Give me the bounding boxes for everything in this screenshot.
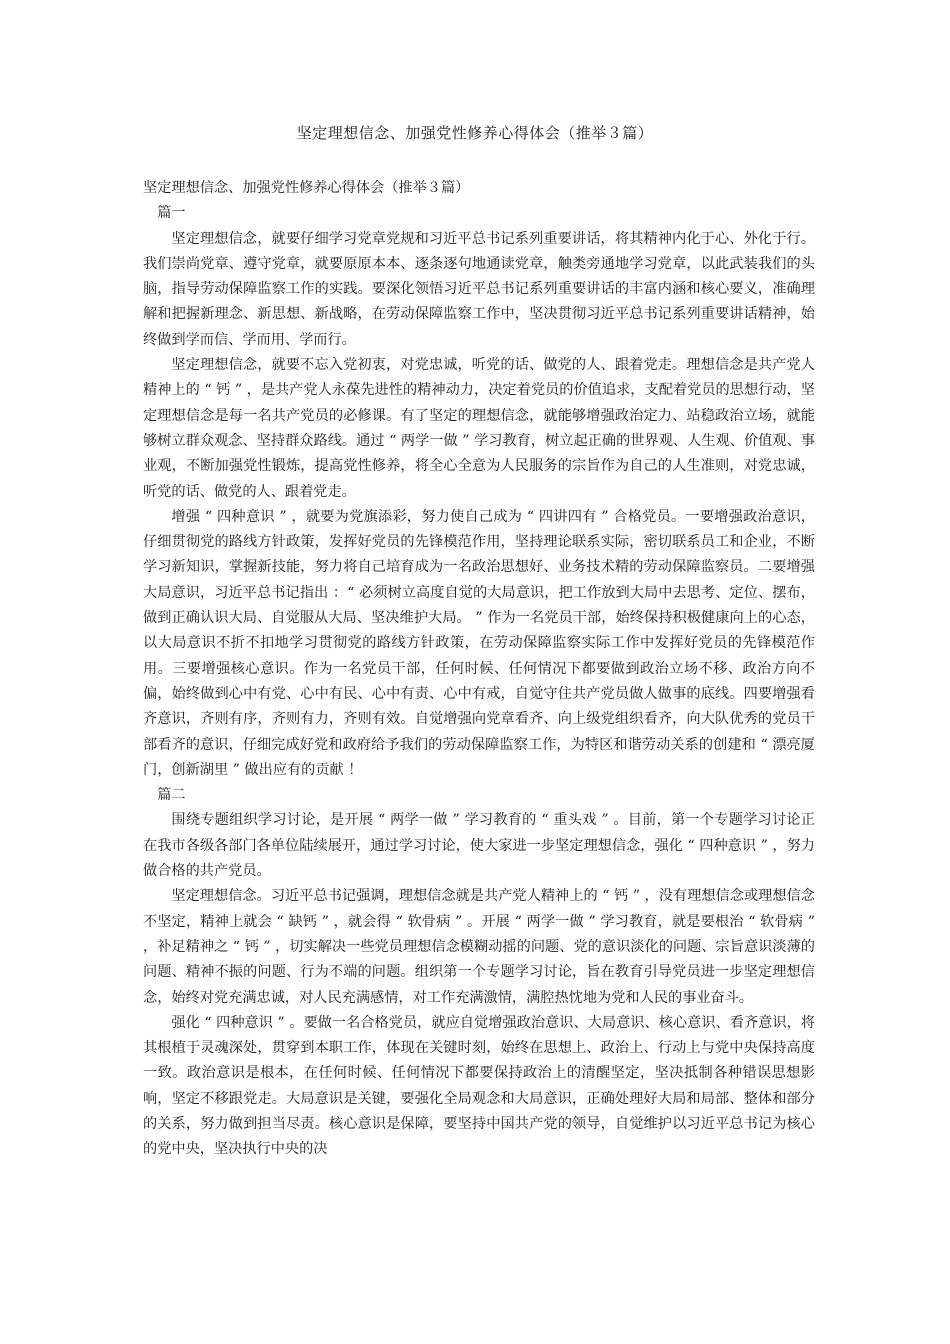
document-subtitle: 坚定理想信念、加强党性修养心得体会（推举３篇） bbox=[143, 180, 470, 196]
paragraph: 增强 “ 四种意识 ” ，就要为党旗添彩，努力使自己成为 “ 四讲四有 ” 合格党员。一要增强政治意识，仔细贯彻党的路线方针政策，发挥好党员的先锋模范作用，坚持理论联系实际，密切联系员工和企业，不断学习新知识，掌握新技能，努力将自己培育成为一名政治思想好、业务技术精的劳动保障监察员。二要增强大局意识，习近平总书记指出 ：“ 必须树立高度自觉的大局意识，把工作放到大局中去思考、定位、摆布，做到正确认识大局、自觉服从大局、坚决维护大局。 ” 作为一名党员干部，始终保持积极健康向上的心态，以大局意识不折不扣地学习贯彻党的路线方针政策，在劳动保障监察实际工作中发挥好党员的先锋模范作用。三要增强核心意识。作为一名党员干部，任何时候、任何情况下都要做到政治立场不移、政治方向不偏，始终做到心中有党、心中有民、心中有责、心中有戒，自觉守住共产党员做人做事的底线。四要增强看齐意识，齐则有序，齐则有力，齐则有效。自觉增强向党章看齐、向上级党组织看齐，向大队优秀的党员干部看齐的意识，仔细完成好党和政府给予我们的劳动保障监察工作，为特区和谐劳动关系的创建和 “ 漂亮厦门，创新湖里 ” 做出应有的贡献 ！ bbox=[143, 508, 815, 778]
paragraph: 坚定理想信念，就要仔细学习党章党规和习近平总书记系列重要讲话，将其精神内化于心、外化于行。我们崇尚党章、遵守党章，就要原原本本、逐条逐句地通读党章，触类旁通地学习党章，以此武装我们的头脑，指导劳动保障监察工作的实践。要深化领悟习近平总书记系列重要讲话的丰富内涵和核心要义，准确理解和把握新理念、新思想、新战略，在劳动保障监察工作中，坚决贯彻习近平总书记系列重要讲话精神，始终做到学而信、学而用、学而行。 bbox=[143, 230, 815, 348]
paragraph: 坚定理想信念。习近平总书记强调，理想信念就是共产党人精神上的 “ 钙 ” ，没有理想信念或理想信念不坚定，精神上就会 “ 缺钙 ” ，就会得 “ 软骨病 ” 。开展 “ 两学一做 ” 学习教育，就是要根治 “ 软骨病 ” ，补足精神之 “ 钙 ” ，切实解决一些党员理想信念模糊动摇的问题、党的意识淡化的问题、宗旨意识淡薄的问题、精神不振的问题、行为不端的问题。组织第一个专题学习讨论，旨在教育引导党员进一步坚定理想信念，始终对党充满忠诚，对人民充满感情，对工作充满激情，满腔热忱地为党和人民的事业奋斗。 bbox=[143, 888, 815, 1006]
paragraph: 坚定理想信念，就要不忘入党初衷，对党忠诚，听党的话、做党的人、跟着党走。理想信念是共产党人精神上的 “ 钙 ” ，是共产党人永葆先进性的精神动力，决定着党员的价值追求，支配着党员的思想行动，坚定理想信念是每一名共产党员的必修课。有了坚定的理想信念，就能够增强政治定力、站稳政治立场，就能够树立群众观念、坚持群众路线。通过 “ 两学一做 ” 学习教育，树立起正确的世界观、人生观、价值观、事业观，不断加强党性锻炼，提高党性修养，将全心全意为人民服务的宗旨作为自己的人生准则，对党忠诚，听党的话、做党的人、跟着党走。 bbox=[143, 357, 815, 500]
document-body bbox=[143, 176, 815, 1163]
paragraph: 围绕专题组织学习讨论，是开展 “ 两学一做 ” 学习教育的 “ 重头戏 ” 。目前，第一个专题学习讨论正在我市各级各部门各单位陆续展开，通过学习讨论，使大家进一步坚定理想信念，强化 “ 四种意识 ” ，努力做合格的共产党员。 bbox=[143, 812, 815, 880]
document-title: 坚定理想信念、加强党性修养心得体会（推举３篇） bbox=[296, 124, 654, 142]
section-heading-1: 篇一 bbox=[157, 205, 186, 222]
paragraph: 强化 “ 四种意识 ” 。要做一名合格党员，就应自觉增强政治意识、大局意识、核心意识、看齐意识，将其根植于灵魂深处，贯穿到本职工作，体现在关键时刻，始终在思想上、政治上、行动上与党中央保持高度一致。政治意识是根本，在任何时候、任何情况下都要保持政治上的清醒坚定，坚决抵制各种错误思想影响，坚定不移跟党走。大局意识是关键，要强化全局观念和大局意识，正确处理好大局和局部、整体和部分的关系，努力做到担当尽责。核心意识是保障，要坚持中国共产党的领导，自觉维护以习近平总书记为核心的党中央，坚决执行中央的决 bbox=[143, 1014, 815, 1158]
section-heading-2: 篇二 bbox=[157, 787, 186, 804]
